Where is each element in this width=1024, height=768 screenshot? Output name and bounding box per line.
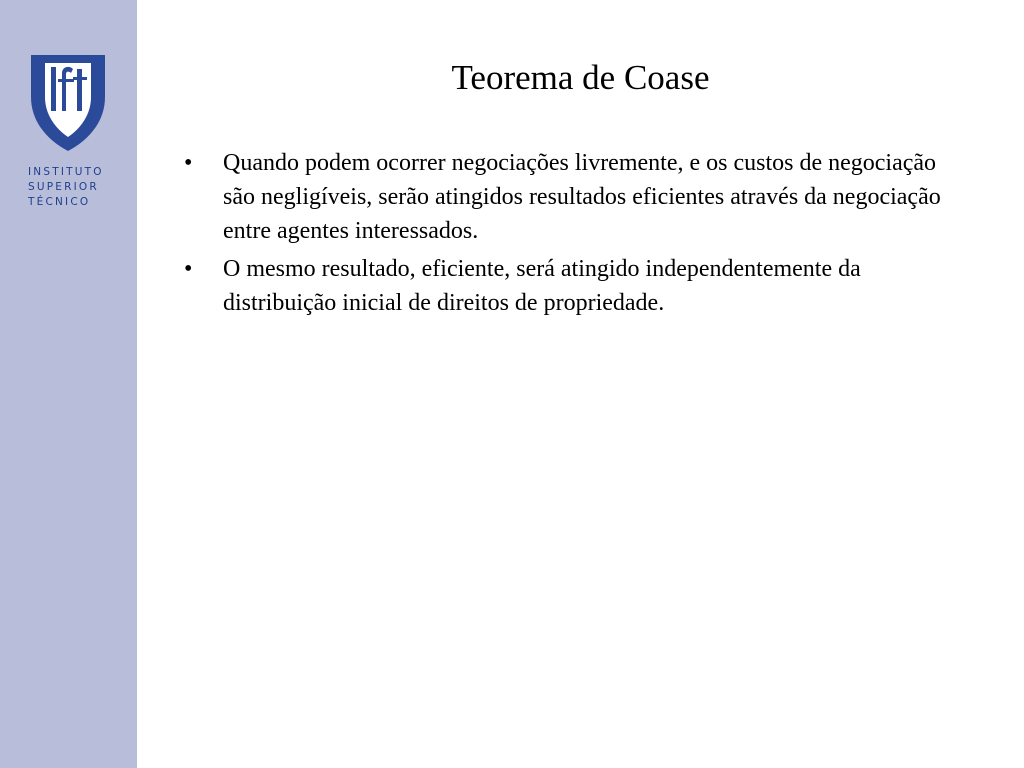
bullet-marker: • xyxy=(184,256,193,282)
slide-title: Teorema de Coase xyxy=(451,58,710,97)
ist-logo xyxy=(28,53,108,213)
bullet-item xyxy=(184,252,974,320)
logo-line: TÉCNICO xyxy=(28,196,91,208)
logo-line: SUPERIOR xyxy=(28,181,99,193)
logo-line: INSTITUTO xyxy=(28,166,104,178)
sidebar-band xyxy=(0,0,137,768)
logo-wordmark xyxy=(28,165,108,210)
bullet-text: O mesmo resultado, eficiente, será atingido independentemente da distribuição inicial de direitos de propriedade. xyxy=(223,256,861,316)
bullet-item xyxy=(184,146,974,248)
bullet-list xyxy=(184,146,974,324)
bullet-marker: • xyxy=(184,150,193,176)
shield-icon xyxy=(29,53,107,153)
bullet-text: Quando podem ocorrer negociações livremente, e os custos de negociação são negligíveis, serão atingidos resultados eficientes através da negociação entre agentes interessados. xyxy=(223,150,941,244)
